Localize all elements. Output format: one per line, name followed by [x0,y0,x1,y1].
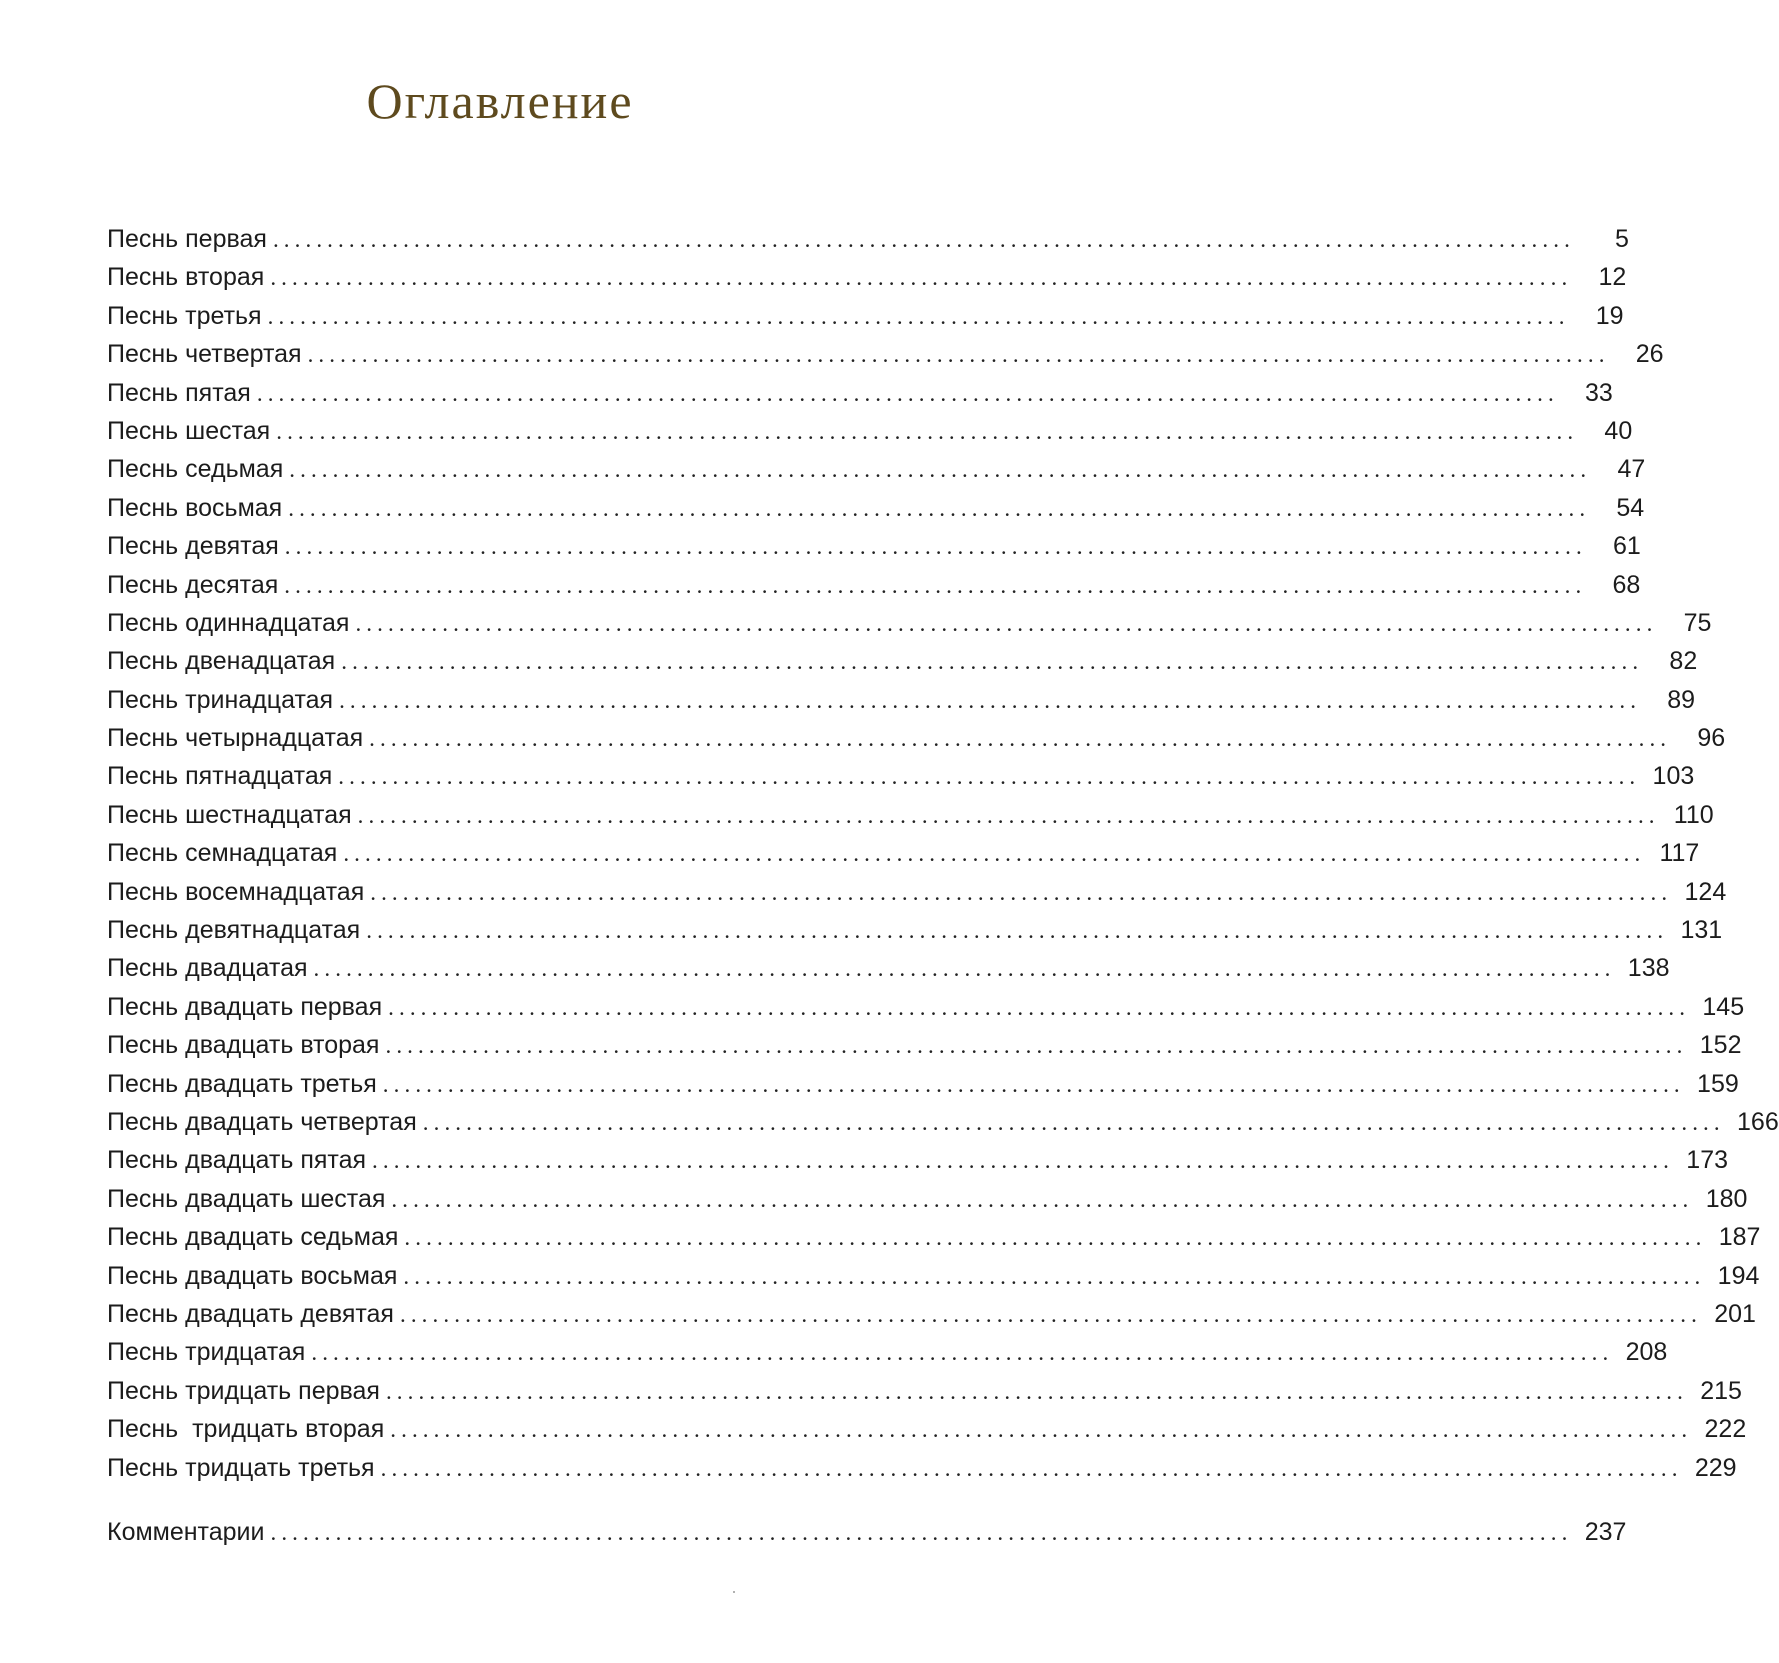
toc-entry-page: 89 [1667,685,1696,714]
toc-entry-page: 75 [1683,608,1712,637]
toc-entry-page: 229 [1694,1453,1737,1482]
toc-entry-label: Комментарии [107,1517,265,1546]
toc-entry-label: Песнь двадцать вторая [107,1031,380,1060]
toc-entry [107,916,1723,954]
dot-leader: ........................................................................................................................ [380,1455,1683,1481]
toc-entry-label: Песнь двадцать шестая [107,1184,386,1213]
dot-leader: ........................................................................................................................ [343,841,1646,867]
toc-entry [107,1453,1737,1492]
toc-entry-page: 194 [1717,1261,1760,1290]
dot-leader: ........................................................................................................................ [382,1071,1685,1097]
toc-entry-page: 82 [1669,647,1698,676]
toc-entry-label: Песнь пятнадцатая [107,762,333,791]
toc-entry-label: Песнь двадцать седьмая [107,1223,399,1252]
toc-entry-page: 124 [1684,877,1727,906]
toc-entry-page: 138 [1627,954,1670,983]
toc-entry-label: Песнь восьмая [107,493,283,522]
toc-entry [107,416,1633,455]
toc-entry-label: Песнь тридцать вторая [107,1415,385,1444]
toc-entry-page: 222 [1704,1415,1747,1444]
toc-entry-label: Песнь тридцатая [107,1338,306,1367]
toc-entry [107,532,1641,570]
toc-entry-page: 145 [1702,992,1745,1021]
dot-leader: ........................................................................................................................ [391,1186,1694,1212]
dot-leader: ........................................................................................................................ [390,1417,1693,1443]
toc-entry-label: Песнь шестая [107,416,271,445]
toc-entry-page: 12 [1598,263,1627,292]
toc-entry [107,225,1629,263]
dot-leader: ........................................................................................................................ [256,380,1559,406]
toc-entry-label: Песнь двадцать четвертая [107,1107,417,1136]
toc-entry-label: Песнь одиннадцатая [107,608,350,637]
toc-entry [107,647,1698,685]
dot-leader: ........................................................................................................................ [338,764,1641,790]
toc-entry-page: 166 [1737,1107,1779,1136]
toc-entry-label: Песнь вторая [107,263,265,292]
dot-leader: ........................................................................................................................ [370,879,1673,905]
toc-entry-page: 61 [1612,532,1641,561]
toc-entry-label: Песнь двенадцатая [107,647,336,676]
toc-entry-label: Песнь четырнадцатая [107,724,364,753]
toc-entry-label: Песнь девятая [107,532,279,561]
toc-entry-label: Песнь двадцать пятая [107,1146,367,1175]
dot-leader: ........................................................................................................................ [270,1519,1573,1545]
toc-entry-page: 26 [1635,340,1664,369]
toc-entry [107,992,1745,1031]
dot-leader: ........................................................................................................................ [355,610,1658,636]
toc-entry [107,724,1726,762]
toc-entry [107,301,1624,340]
toc-entry [107,1376,1742,1415]
toc-entry-page: 54 [1616,493,1645,522]
dot-leader: ........................................................................................................................ [404,1225,1707,1251]
dot-leader: ........................................................................................................................ [422,1109,1725,1135]
toc-entry-page: 208 [1625,1338,1668,1367]
toc-entry [107,800,1714,839]
toc-entry-label: Песнь тридцать третья [107,1453,375,1482]
toc-entry [107,839,1700,877]
dot-leader: ........................................................................................................................ [313,956,1616,982]
toc-entry [107,570,1641,609]
toc-entry-page: 201 [1714,1299,1756,1328]
toc-entry-label: Песнь двадцать третья [107,1069,377,1098]
toc-entry [107,1031,1742,1069]
toc-entry [107,1299,1756,1338]
toc-entry [107,1184,1748,1223]
dot-leader: ........................................................................................................................ [388,994,1691,1020]
toc-entry [107,1146,1729,1184]
toc-entry-label: Песнь тринадцатая [107,685,334,714]
dot-leader: ........................................................................................................................ [385,1378,1688,1404]
dot-leader: ........................................................................................................................ [289,457,1592,483]
toc-entry-label: Песнь семнадцатая [107,839,338,868]
dot-leader: ........................................................................................................................ [399,1301,1702,1327]
toc-entry [107,954,1670,992]
toc-entry [107,1338,1668,1376]
toc-entry-label: Песнь третья [107,301,262,330]
toc-entry [107,1261,1760,1300]
toc-entry-page: 33 [1585,378,1613,407]
toc-entry-label: Песнь двадцать девятая [107,1299,394,1328]
toc-entry [107,1069,1739,1108]
dot-leader: ........................................................................................................................ [385,1033,1688,1059]
dot-leader: ........................................................................................................................ [276,418,1579,444]
dot-leader: ........................................................................................................................ [341,649,1644,675]
toc-entry-page: 215 [1700,1376,1742,1405]
page-title: Оглавление [366,73,634,129]
dot-leader: ........................................................................................................................ [366,918,1669,944]
dot-leader: ........................................................................................................................ [284,572,1587,598]
toc-entry-label: Песнь пятая [107,378,251,407]
toc-entry-label: Песнь восемнадцатая [107,877,365,906]
dot-leader: ........................................................................................................................ [369,726,1672,752]
toc-entry [107,1415,1747,1453]
dot-leader: ........................................................................................................................ [270,265,1573,291]
toc-entry [107,685,1696,724]
toc-entry-label: Песнь шестнадцатая [107,800,352,829]
toc-entry-page: 131 [1680,916,1723,945]
toc-entry-label: Песнь первая [107,225,267,253]
toc-entry [107,455,1646,493]
dot-leader: ........................................................................................................................ [311,1340,1614,1366]
toc-entry-page: 68 [1612,570,1641,599]
dot-leader: ........................................................................................................................ [272,227,1575,252]
toc-entry [107,762,1695,800]
toc-entry-label: Песнь двадцать восьмая [107,1261,398,1290]
toc-entry-page: 47 [1617,455,1646,484]
toc-entry-page: 237 [1584,1517,1627,1546]
toc-entry [107,493,1645,532]
toc-entry-page: 19 [1595,301,1624,330]
toc-entry-label: Песнь тридцать первая [107,1376,380,1405]
toc-entry-page: 187 [1718,1223,1761,1252]
toc-entry-label: Песнь четвертая [107,340,302,369]
toc-entry-label: Песнь десятая [107,570,279,599]
toc-entry [107,263,1627,301]
toc-entry-page: 159 [1697,1069,1739,1098]
toc-entry-page: 152 [1699,1031,1742,1060]
toc-entry-page: 103 [1652,762,1695,791]
toc-entry-label: Песнь седьмая [107,455,284,484]
toc-entry-page: 5 [1615,225,1629,253]
dot-leader: ........................................................................................................................ [284,534,1587,560]
toc-entry-page: 110 [1673,800,1714,829]
toc-entry [107,877,1727,916]
dot-leader: ........................................................................................................................ [403,1263,1706,1289]
toc-entry-page: 117 [1659,839,1700,868]
toc-entry-page: 96 [1697,724,1726,753]
toc-entry-label: Песнь двадцатая [107,954,308,983]
toc-entry [107,1107,1779,1146]
toc-entry [107,340,1664,378]
dot-leader: ........................................................................................................................ [339,687,1642,713]
toc-entry [107,608,1712,647]
toc-entry-page: 180 [1705,1184,1748,1213]
table-of-contents [107,225,1779,1556]
dot-leader: ........................................................................................................................ [288,495,1591,521]
toc-entries [107,225,1779,1492]
toc-entry-label: Песнь девятнадцатая [107,916,361,945]
dot-leader: ........................................................................................................................ [267,303,1570,329]
dot-leader: ........................................................................................................................ [357,802,1660,828]
dot-leader: ........................................................................................................................ [372,1148,1675,1174]
print-speck [733,1591,735,1593]
toc-entry [107,1223,1761,1261]
toc-entry [107,378,1613,417]
toc-entry-page: 40 [1604,416,1633,445]
toc-entry-page: 173 [1686,1146,1729,1175]
dot-leader: ........................................................................................................................ [307,342,1610,368]
toc-entry-commentary [107,1517,1627,1556]
toc-entry-label: Песнь двадцать первая [107,992,383,1021]
